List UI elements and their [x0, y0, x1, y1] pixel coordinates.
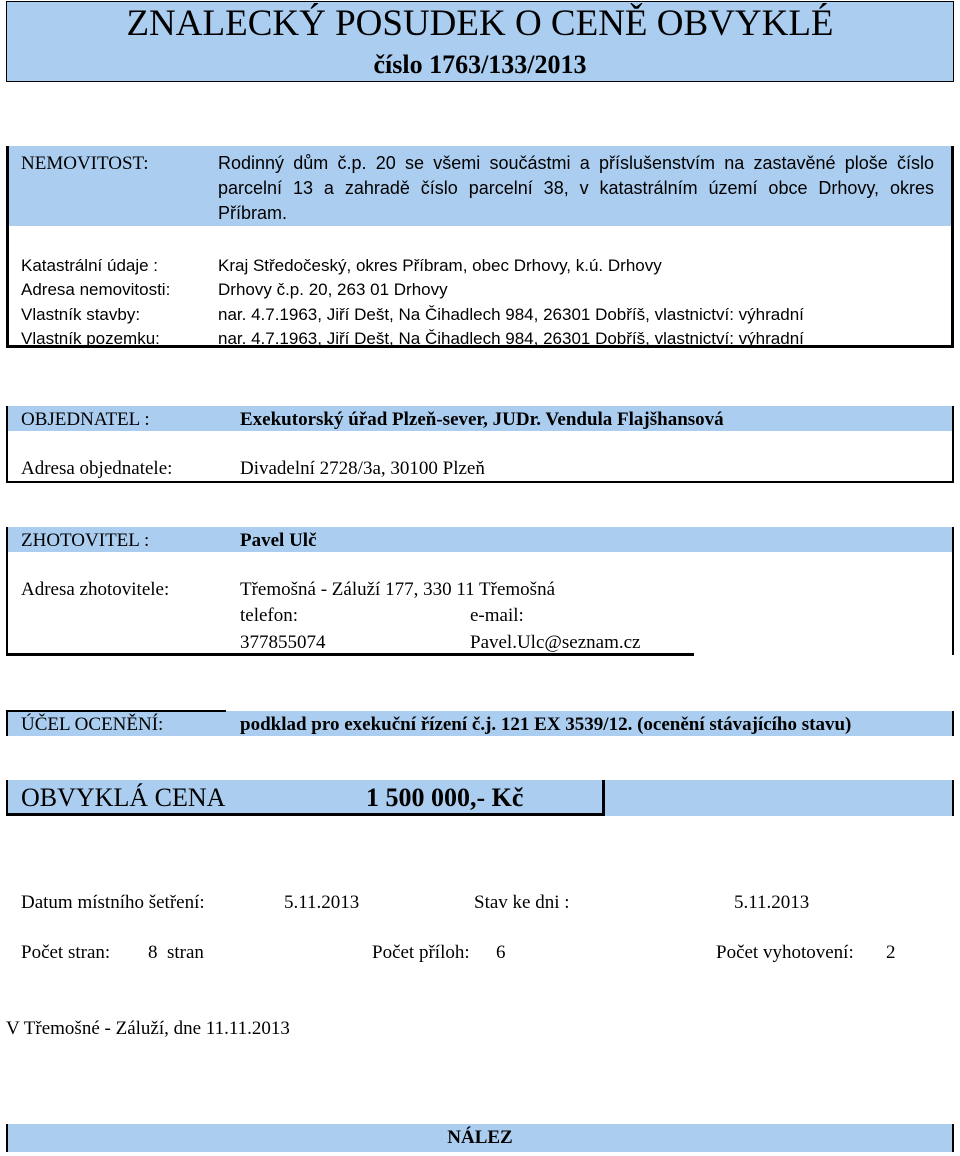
client-label: OBJEDNATEL :: [21, 409, 150, 430]
building-owner-label: Vlastník stavby:: [21, 305, 141, 324]
property-address-label: Adresa nemovitosti:: [21, 280, 171, 299]
copies-value: 2: [886, 942, 896, 963]
property-address-value: Drhovy č.p. 20, 263 01 Drhovy: [218, 280, 448, 299]
building-owner-value: nar. 4.7.1963, Jiří Dešt, Na Čihadlech 984, 26301 Dobříš, vlastnictví: výhradní: [218, 305, 804, 324]
email-label: e-mail:: [470, 605, 524, 626]
report-number: číslo 1763/133/2013: [373, 50, 587, 79]
purpose-value: podklad pro exekuční řízení č.j. 121 EX 3539/12. (ocenění stávajícího stavu): [240, 714, 852, 735]
land-owner-label: Vlastník pozemku:: [21, 329, 160, 348]
property-description: Rodinný dům č.p. 20 se všemi součástmi a příslušenstvím na zastavěné ploše číslo parcelní 13 a zahradě číslo parcelní 38, v katastrálním území obce Drhovy, okres Příbram.: [218, 153, 934, 223]
title-box: [6, 1, 954, 82]
phone-value: 377855074: [240, 632, 326, 653]
price-label: OBVYKLÁ CENA: [21, 783, 226, 812]
state-date: 5.11.2013: [734, 892, 810, 913]
page-title: ZNALECKÝ POSUDEK O CENĚ OBVYKLÉ: [126, 3, 834, 44]
place-date: V Třemošné - Záluží, dne 11.11.2013: [6, 1018, 290, 1039]
contractor-address: Třemošná - Záluží 177, 330 11 Třemošná: [240, 579, 556, 600]
state-label: Stav ke dni :: [474, 892, 570, 913]
finding-heading: NÁLEZ: [447, 1127, 513, 1148]
client-address-label: Adresa objednatele:: [21, 458, 173, 479]
email-value[interactable]: Pavel.Ulc@seznam.cz: [470, 632, 641, 653]
cadastral-label: Katastrální údaje :: [21, 256, 159, 275]
price-divider: [602, 780, 605, 816]
cadastral-value: Kraj Středočeský, okres Příbram, obec Drhovy, k.ú. Drhovy: [218, 256, 662, 275]
property-label: NEMOVITOST:: [21, 153, 149, 174]
inspection-date: 5.11.2013: [284, 892, 360, 913]
purpose-label: ÚČEL OCENĚNÍ:: [21, 714, 164, 735]
contractor-label: ZHOTOVITEL :: [21, 530, 150, 551]
phone-label: telefon:: [240, 605, 299, 626]
contractor-header-band: [8, 527, 952, 552]
attachments-label: Počet příloh:: [372, 942, 470, 963]
price-value: 1 500 000,- Kč: [366, 783, 524, 812]
pages-value: 8 stran: [148, 942, 204, 963]
client-name: Exekutorský úřad Plzeň-sever, JUDr. Vendula Flajšhansová: [240, 409, 724, 430]
attachments-value: 6: [496, 942, 506, 963]
contractor-name: Pavel Ulč: [240, 530, 317, 551]
copies-label: Počet vyhotovení:: [716, 942, 854, 963]
pages-label: Počet stran:: [21, 942, 111, 963]
client-address: Divadelní 2728/3a, 30100 Plzeň: [240, 458, 485, 479]
inspection-label: Datum místního šetření:: [21, 892, 205, 913]
land-owner-value: nar. 4.7.1963, Jiří Dešt, Na Čihadlech 984, 26301 Dobříš, vlastnictví: výhradní: [218, 329, 804, 348]
contractor-address-label: Adresa zhotovitele:: [21, 579, 170, 600]
